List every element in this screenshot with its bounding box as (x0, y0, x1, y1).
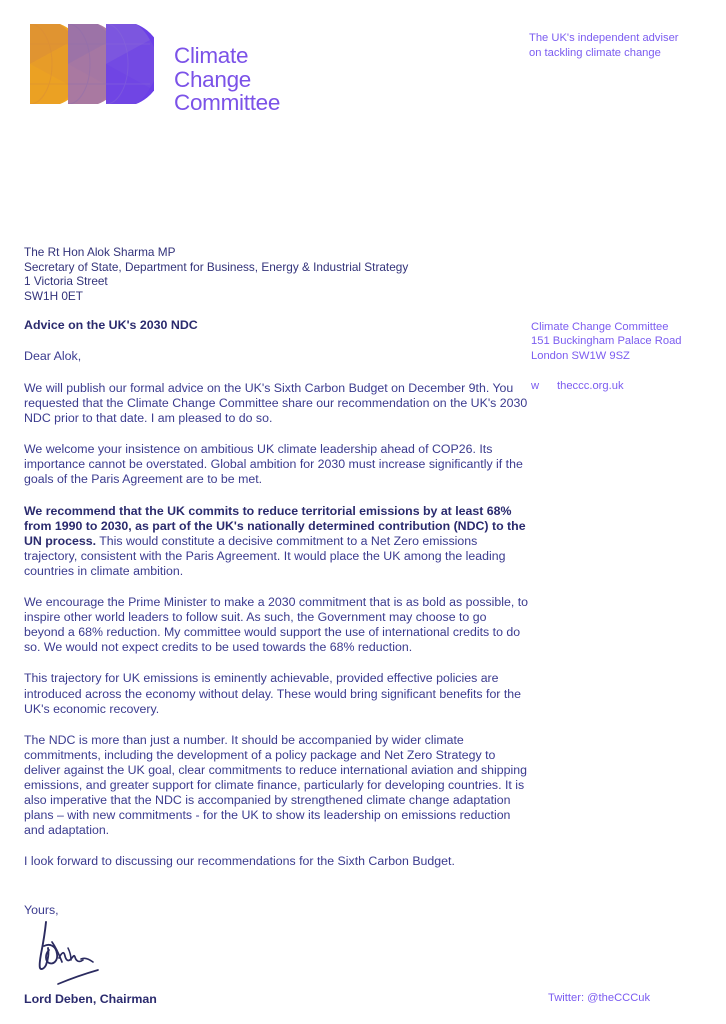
recipient-role: Secretary of State, Department for Business, Energy & Industrial Strategy (24, 259, 409, 274)
website-url[interactable]: theccc.org.uk (557, 380, 624, 392)
paragraph-run: We will publish our formal advice on the UK's Sixth Carbon Budget on December 9th. You requested that the Climate Change Committee share our recommendation on the UK's 2030 NDC prior to that date. I am pleased to do so. (24, 381, 528, 426)
letter-paragraph-p7 (24, 854, 530, 869)
letter-paragraph-p3 (24, 504, 530, 579)
sender-address (531, 320, 721, 363)
recipient-name: The Rt Hon Alok Sharma MP (24, 245, 176, 259)
signer-name: Lord Deben, Chairman (24, 992, 157, 1006)
letter-subject: Advice on the UK's 2030 NDC (24, 318, 198, 332)
letter-paragraph-p1 (24, 381, 530, 426)
logo-wordmark-line-1: Climate (174, 43, 249, 68)
letter-paragraphs (24, 381, 530, 869)
sender-org: Climate Change Committee (531, 321, 669, 333)
recipient-address (24, 245, 514, 303)
logo-wordmark (174, 44, 280, 115)
sender-website[interactable] (531, 379, 624, 393)
strapline-line-2: on tackling climate change (529, 46, 661, 59)
paragraph-run: I look forward to discussing our recommendations for the Sixth Carbon Budget. (24, 854, 455, 869)
sender-street: 151 Buckingham Palace Road (531, 335, 682, 348)
letter-body (24, 318, 530, 885)
logo-wordmark-line-2: Change (174, 66, 252, 92)
strapline-line-1: The UK's independent adviser (529, 32, 679, 44)
letter-paragraph-p5 (24, 671, 530, 716)
recipient-postcode: SW1H 0ET (24, 288, 83, 303)
letter-paragraph-p6 (24, 733, 530, 839)
letter-paragraph-p4 (24, 595, 530, 655)
logo-globe-marks (22, 18, 154, 110)
logo-wordmark-line-3: Committee (174, 90, 281, 115)
ccc-logo (22, 18, 292, 115)
letter-paragraph-p2 (24, 442, 530, 487)
letter-salutation: Dear Alok, (24, 349, 82, 363)
recipient-street: 1 Victoria Street (24, 274, 108, 289)
paragraph-run: The NDC is more than just a number. It should be accompanied by wider climate commitments, including the development of a policy package and Net Zero Strategy to deliver against the UK goal, clear commitments to reduce international aviation and shipping emissions, and greater support for climate finance, particularly for developing countries. It is also imperative that the NDC is accompanied by strengthened climate change adaptation plans – with new commitments - for the UK to show its leadership on emissions reduction and adaptation. (24, 732, 527, 838)
paragraph-run: This would constitute a decisive commitment to a Net Zero emissions trajectory, consistent with the Paris Agreement. It would place the UK among the leading countries in climate ambition. (24, 533, 506, 578)
paragraph-run: We encourage the Prime Minister to make a 2030 commitment that is as bold as possible, to inspire other world leaders to follow suit. As such, the Government may choose to go beyond a 68% reduction. My committee would support the use of international credits to do so. We would not expect credits to be used towards the 68% reduction. (24, 595, 529, 655)
website-label: w (531, 380, 540, 392)
paragraph-run-bold: We recommend that the UK commits to reduce territorial emissions by at least 68% from 1990 to 2030, as part of the UK's nationally determined contribution (NDC) to the UN process. (24, 503, 526, 548)
footer-twitter-handle[interactable]: Twitter: @theCCCuk (548, 992, 651, 1004)
paragraph-run: We welcome your insistence on ambitious UK climate leadership ahead of COP26. Its importance cannot be overstated. Global ambition for 2030 must increase significantly if the goals of the Paris Agreement are to be met. (24, 442, 523, 487)
paragraph-run: This trajectory for UK emissions is eminently achievable, provided effective policies are introduced across the economy without delay. These would bring significant benefits for the UK's economic recovery. (24, 671, 522, 716)
signature-image (26, 918, 146, 990)
letter-signoff: Yours, (24, 903, 59, 917)
sender-city: London SW1W 9SZ (531, 349, 630, 362)
strapline (529, 31, 719, 60)
